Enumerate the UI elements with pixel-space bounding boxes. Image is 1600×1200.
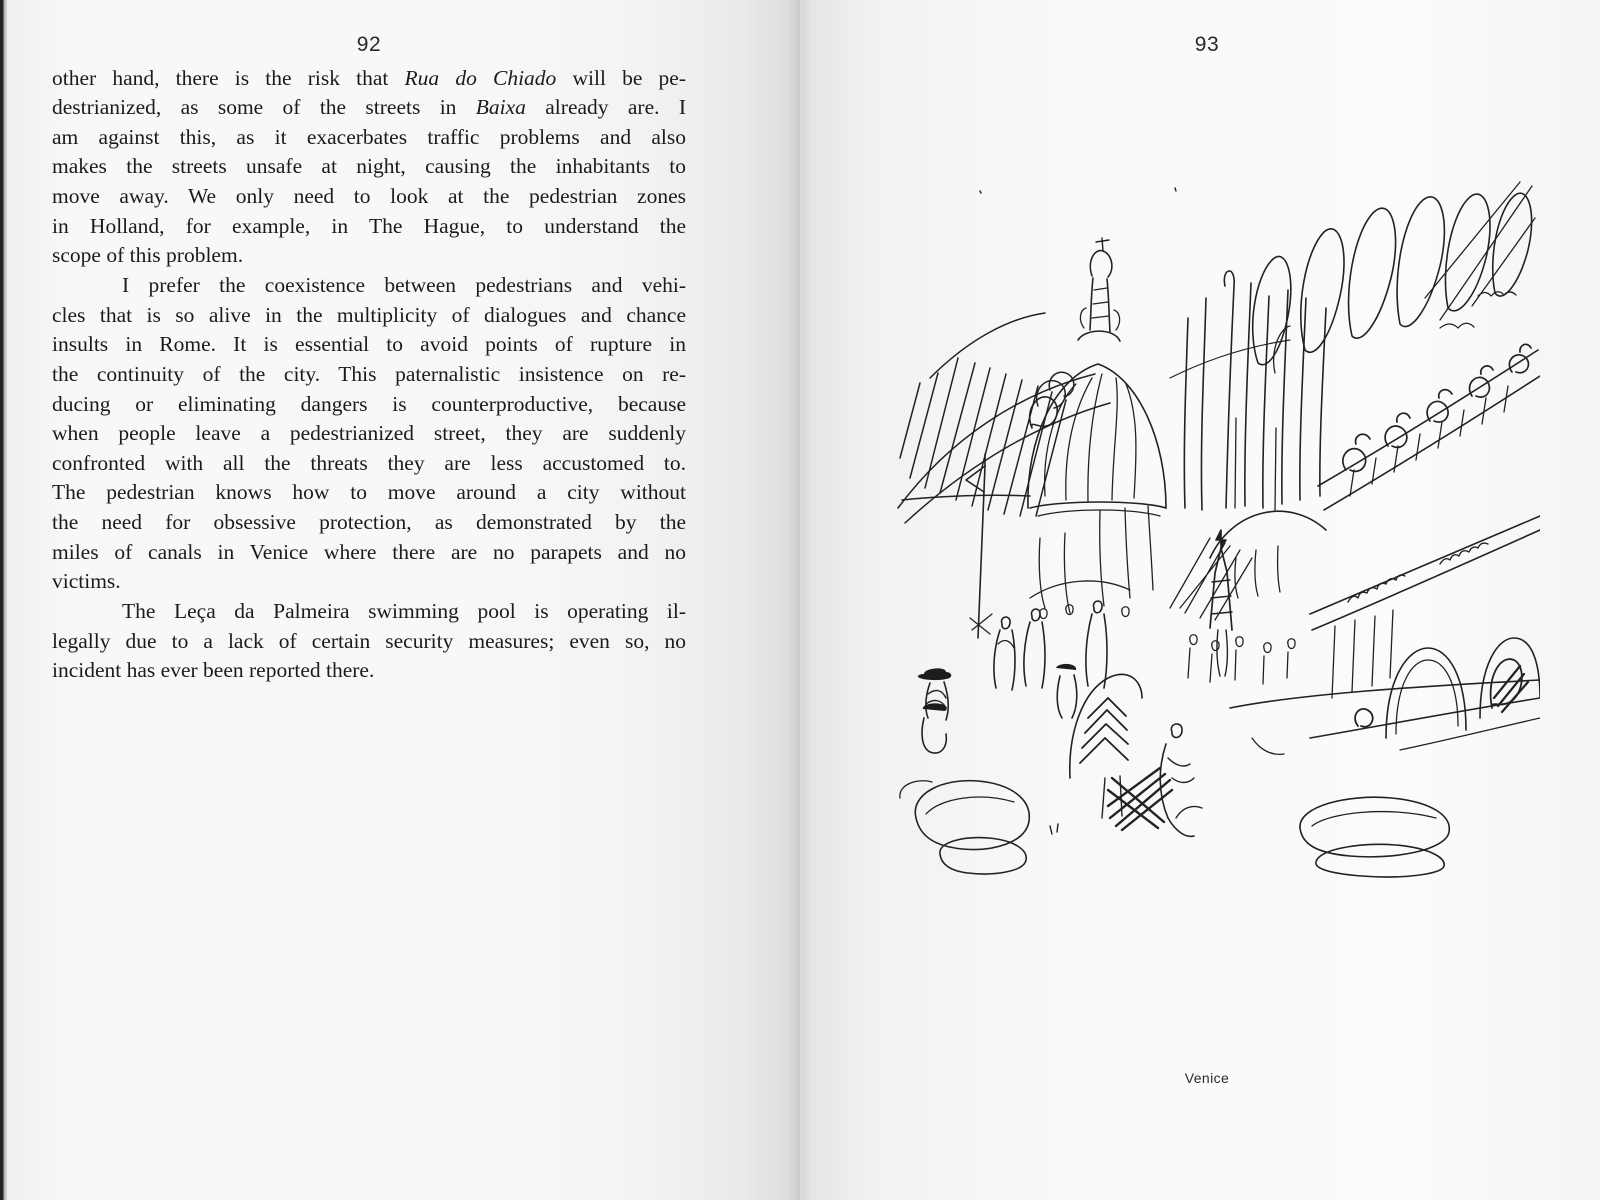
text-segment: makes the streets unsafe at night, causing the inhabitants to [52,154,686,179]
paragraph [52,597,686,686]
text-segment: ducing or eliminating dangers is counterproductive, because [52,391,686,416]
text-segment: will be pe- [556,65,686,90]
text-segment: confronted with all the threats they are less accustomed to. [52,450,686,475]
text-line [52,152,686,182]
sketch-facade-group [1310,344,1540,750]
text-segment: am against this, as it exacerbates traffic problems and also [52,124,686,149]
paragraph [52,64,686,271]
text-line [52,241,686,271]
text-segment: scope of this problem. [52,243,244,268]
text-segment: victims. [52,569,121,594]
text-segment: miles of canals in Venice where there are no parapets and no [52,539,686,564]
text-segment: insults in Rome. It is essential to avoid points of rupture in [52,332,686,357]
text-line [52,93,686,123]
text-segment: The Leça da Palmeira swimming pool is operating il- [122,599,686,624]
sketch-crowd-group [918,533,1295,836]
text-line [52,123,686,153]
text-line [52,212,686,242]
text-line [52,330,686,360]
text-segment: in Holland, for example, in The Hague, to understand the [52,213,686,238]
page-number-left: 92 [356,33,382,56]
text-line [52,360,686,390]
page-edge-shadow [0,0,7,1200]
text-line [52,597,686,627]
text-line [52,656,686,686]
text-segment: The pedestrian knows how to move around a city without [52,480,686,505]
text-line [52,508,686,538]
paragraph [52,271,686,597]
text-segment: legally due to a lack of certain security measures; even so, no [52,628,686,653]
text-segment: when people leave a pedestrianized street, they are suddenly [52,421,686,446]
text-segment-italic: Rua do Chiado [404,65,557,90]
text-line [52,419,686,449]
text-segment: incident has ever been reported there. [52,658,375,683]
text-line [52,538,686,568]
text-segment: the continuity of the city. This paternalistic insistence on re- [52,361,686,386]
text-line [52,567,686,597]
sketch-poles-group [966,271,1326,676]
text-line [52,627,686,657]
text-segment: other hand, there is the risk that [52,65,405,90]
right-page [800,0,1600,1200]
text-column [52,64,686,686]
illustration-caption: Venice [1184,1070,1230,1086]
text-segment: move away. We only need to look at the pedestrian zones [52,184,686,209]
text-segment: I prefer the coexistence between pedestrians and vehi- [122,272,686,297]
text-line [52,449,686,479]
text-segment-italic: Baixa [475,95,526,120]
text-line [52,301,686,331]
sketch-left-hatching-group [898,313,1110,523]
text-segment: destrianized, as some of the streets in [52,95,476,120]
text-line [52,390,686,420]
sketch-sky-loops-group [980,182,1535,373]
sketch-foreground-group [900,680,1540,877]
page-gutter [799,0,801,1200]
venice-sketch-image [880,178,1540,878]
text-line [52,478,686,508]
page-number-right: 93 [1194,33,1220,56]
text-segment: the need for obsessive protection, as demonstrated by the [52,510,686,535]
text-line [52,271,686,301]
text-segment: already are. I [525,95,686,120]
text-line [52,182,686,212]
text-line [52,64,686,94]
text-segment: cles that is so alive in the multiplicity of dialogues and chance [52,302,686,327]
